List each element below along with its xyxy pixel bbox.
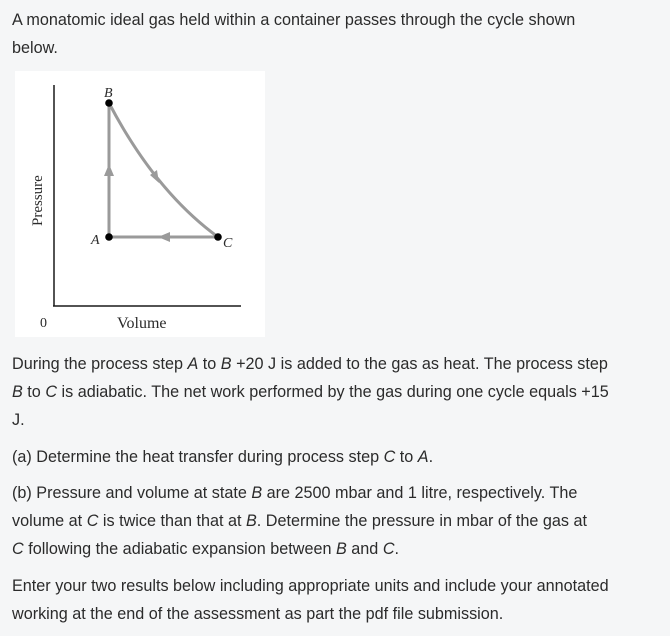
- point-a-marker: [105, 233, 113, 241]
- intro-text: [12, 6, 662, 62]
- process-description: During the process step A to B +20 J is added to the gas as heat. The process step B to C is adiabatic. The net work performed by the gas during one cycle equals +15 J.: [12, 355, 609, 429]
- intro-line-2: below.: [12, 39, 58, 57]
- point-c-marker: [214, 233, 222, 241]
- pv-diagram: [15, 71, 265, 337]
- x-axis-label: Volume: [117, 315, 167, 332]
- question-part-b: (b) Pressure and volume at state B are 2500 mbar and 1 litre, respectively. The volume at C is twice than that at B. Determine the pressure in mbar of the gas at C following the adiabatic expansion between B and C.: [12, 484, 587, 558]
- label-b: B: [104, 86, 113, 101]
- arrow-up-icon: [104, 164, 114, 176]
- label-c: C: [223, 236, 233, 251]
- submission-instructions: Enter your two results below including appropriate units and include your annotated working at the end of the assessment as part the pdf file submission.: [12, 577, 609, 623]
- arrow-left-icon: [158, 232, 170, 242]
- pv-diagram-svg: [15, 71, 265, 337]
- y-axis-label: Pressure: [30, 175, 46, 226]
- origin-label: 0: [40, 316, 47, 331]
- process-b-to-c: [109, 103, 218, 237]
- intro-line-1: A monatomic ideal gas held within a container passes through the cycle shown: [12, 11, 576, 29]
- question-part-a: (a) Determine the heat transfer during process step C to A.: [12, 448, 434, 466]
- label-a: A: [91, 233, 100, 248]
